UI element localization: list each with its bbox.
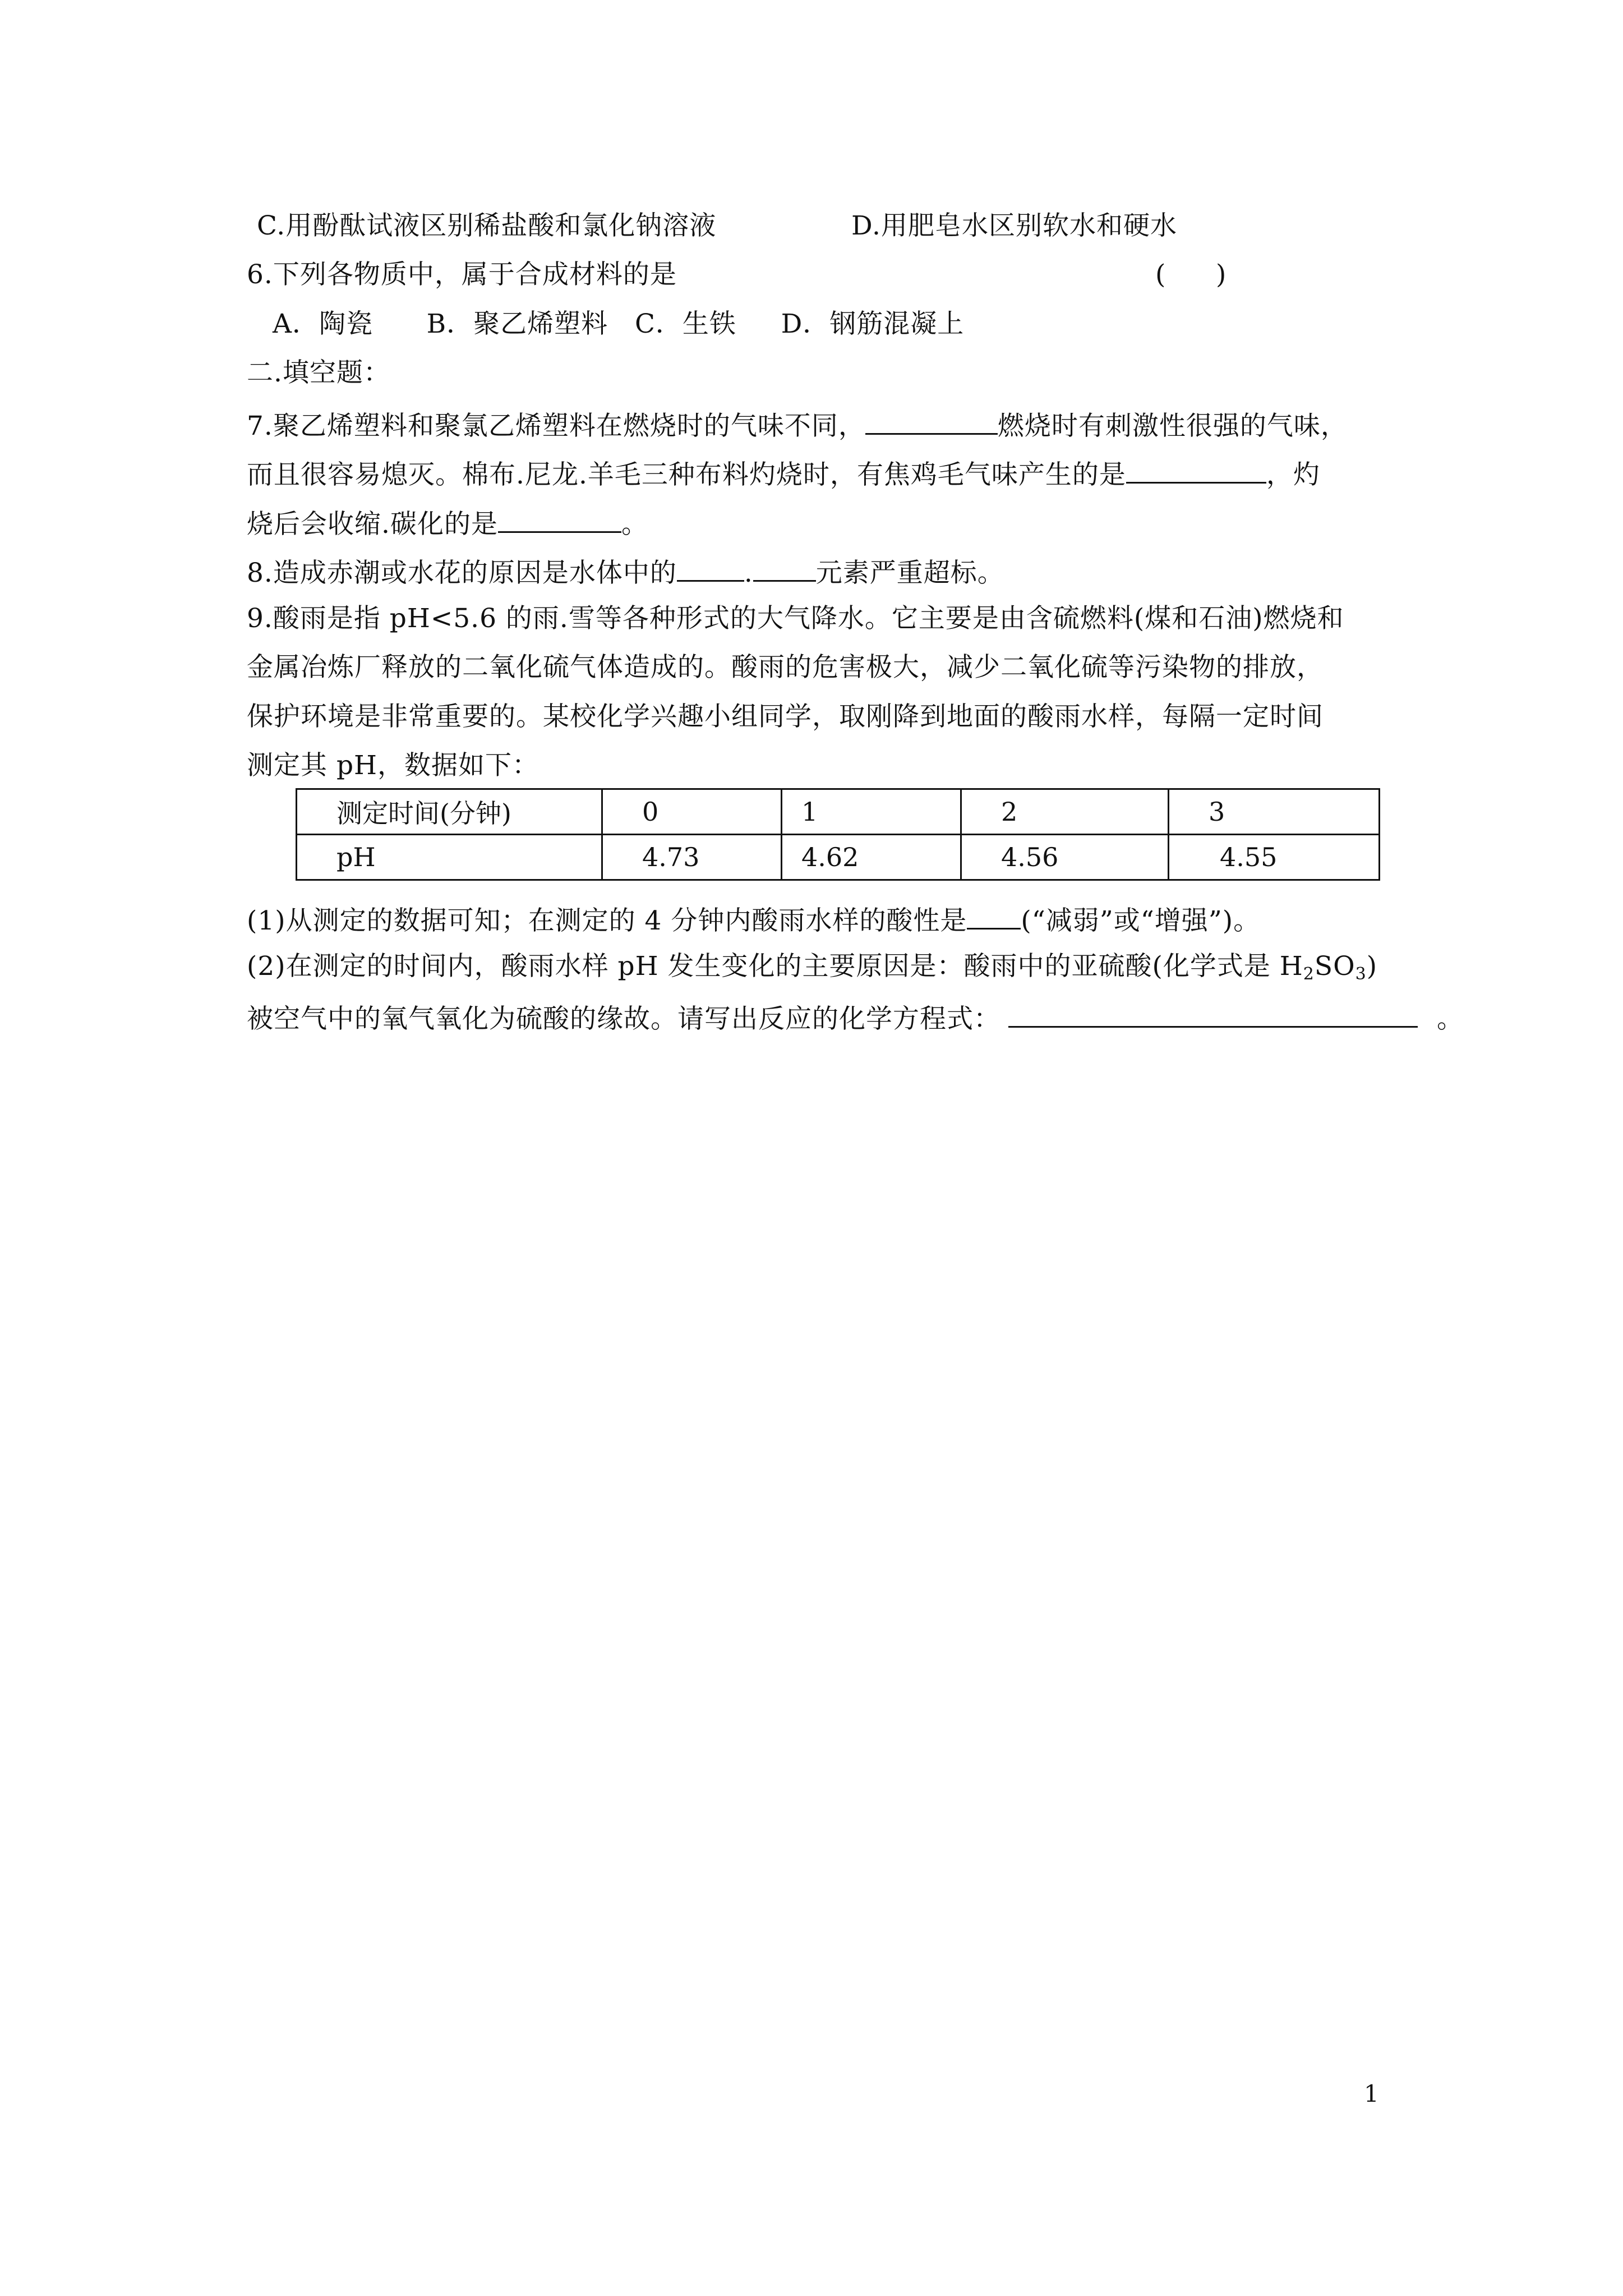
q9-sub2-text-d: 被空气中的氧气氧化为硫酸的缘故。请写出反应的化学方程式：	[247, 1004, 1000, 1034]
q9-line-4: 测定其 pH，数据如下：	[247, 750, 540, 781]
q9-line-3: 保护环境是非常重要的。某校化学兴趣小组同学，取刚降到地面的酸雨水样，每隔一定时间	[247, 701, 1324, 732]
ph-data-table	[296, 788, 1380, 881]
table-row-time	[297, 789, 1380, 835]
q9-line-1: 9.酸雨是指 pH<5.6 的雨.雪等各种形式的大气降水。它主要是由含硫燃料(煤和石油)燃烧和	[247, 603, 1344, 634]
q9-sub2-line-2	[247, 998, 1464, 1037]
q7-text-3b: 。	[621, 509, 648, 540]
q9-sub2-text-c: )	[1366, 951, 1378, 982]
q8-line	[247, 552, 1004, 591]
table-cell-ph-0: 4.73	[602, 835, 782, 880]
table-cell-time-3: 3	[1169, 789, 1380, 835]
table-cell-ph-2: 4.56	[961, 835, 1169, 880]
formula-subscript-2: 2	[1303, 964, 1315, 984]
q5-option-d: D.用肥皂水区别软水和硬水	[851, 210, 1177, 241]
q7-line-1	[247, 405, 1348, 444]
q7-text-2a: 而且很容易熄灭。棉布.尼龙.羊毛三种布料灼烧时，有焦鸡毛气味产生的是	[247, 459, 1126, 490]
table-cell-ph-3: 4.55	[1169, 835, 1380, 880]
q6-options: A．陶瓷 B．聚乙烯塑料 C．生铁 D．钢筋混凝上	[273, 309, 965, 339]
q9-sub2-text-e: 。	[1437, 1004, 1464, 1034]
formula-subscript-3: 3	[1355, 964, 1367, 984]
table-cell-time-1: 1	[782, 789, 961, 835]
q9-sub1-text-b: (“减弱”或“增强”)。	[1021, 905, 1261, 936]
section-title: 二.填空题：	[247, 357, 390, 388]
q9-sub1-blank[interactable]	[967, 900, 1021, 930]
q5-option-c: C.用酚酞试液区别稀盐酸和氯化钠溶液	[257, 210, 717, 241]
table-cell-time-0: 0	[602, 789, 782, 835]
q7-text-3a: 烧后会收缩.碳化的是	[247, 509, 498, 540]
table-row-ph	[297, 835, 1380, 880]
q8-blank-2[interactable]	[753, 552, 816, 582]
table-header-ph: pH	[297, 835, 602, 880]
q8-text-a: 8.造成赤潮或水花的原因是水体中的	[247, 558, 677, 588]
q6-stem: 6.下列各物质中，属于合成材料的是	[247, 259, 677, 290]
q7-line-3	[247, 503, 648, 542]
q7-text-1b: 燃烧时有刺激性很强的气味，	[997, 411, 1348, 441]
page-number: 1	[1364, 2080, 1379, 2108]
q8-text-b: .	[744, 558, 753, 588]
q9-sub1	[247, 900, 1260, 938]
q7-text-2b: ，灼	[1266, 459, 1320, 490]
q9-sub1-text-a: (1)从测定的数据可知；在测定的 4 分钟内酸雨水样的酸性是	[247, 905, 967, 936]
q7-blank-1[interactable]	[865, 405, 998, 435]
q7-blank-3[interactable]	[498, 503, 621, 533]
q9-sub2-text-a: (2)在测定的时间内，酸雨水样 pH 发生变化的主要原因是：酸雨中的亚硫酸(化学式是 H	[247, 951, 1303, 982]
table-cell-ph-1: 4.62	[782, 835, 961, 880]
q9-line-2: 金属冶炼厂释放的二氧化硫气体造成的。酸雨的危害极大，减少二氧化硫等污染物的排放，	[247, 652, 1324, 683]
q7-line-2	[247, 454, 1320, 493]
q8-blank-1[interactable]	[677, 552, 744, 582]
table-cell-time-2: 2	[961, 789, 1169, 835]
q9-sub2-line-1	[247, 949, 1377, 992]
q6-answer-bracket: ( )	[1155, 259, 1227, 290]
q7-text-1a: 7.聚乙烯塑料和聚氯乙烯塑料在燃烧时的气味不同，	[247, 411, 865, 441]
table-header-time: 测定时间(分钟)	[297, 789, 602, 835]
q7-blank-2[interactable]	[1126, 454, 1266, 484]
equation-answer-blank[interactable]	[1008, 998, 1418, 1028]
q9-sub2-text-b: SO	[1314, 951, 1355, 982]
q8-text-c: 元素严重超标。	[815, 558, 1004, 588]
